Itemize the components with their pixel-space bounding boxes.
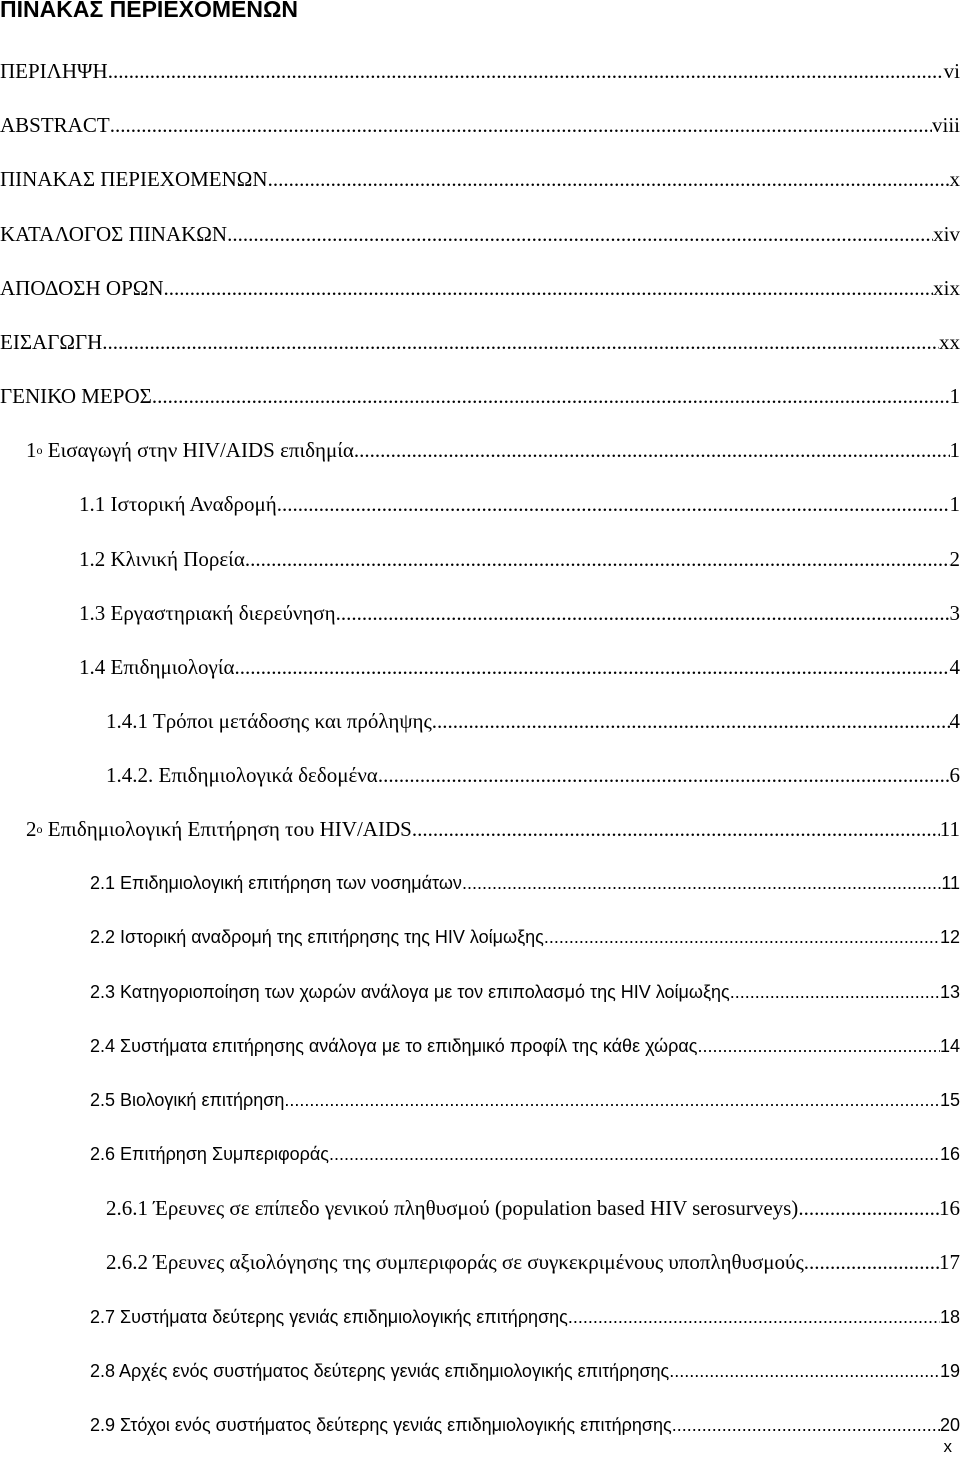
toc-entry-label: ΑΠΟΔΟΣΗ ΟΡΩΝ xyxy=(0,276,164,300)
toc-entry-page: 17 xyxy=(939,1250,960,1274)
toc-entry-2-6-2[interactable] xyxy=(106,1247,960,1277)
toc-entry-1-1[interactable] xyxy=(79,489,960,519)
chapter-title: Εισαγωγή στην HIV/AIDS επιδημία xyxy=(42,438,354,462)
toc-entry-label: 2.3 Κατηγοριοποίηση των χωρών ανάλογα με τον επιπολασμό της HIV λοίμωξης xyxy=(90,982,730,1002)
dot-leader xyxy=(268,164,950,194)
page-title: ΠΙΝΑΚΑΣ ΠΕΡΙΕΧΟΜΕΝΩΝ xyxy=(0,0,299,22)
toc-entry-general-part[interactable] xyxy=(0,381,960,411)
toc-entry-label xyxy=(26,435,354,465)
dot-leader xyxy=(412,814,940,844)
dot-leader xyxy=(108,56,944,86)
toc-entry-1-4-1[interactable] xyxy=(106,706,960,736)
dot-leader xyxy=(798,1193,939,1223)
toc-entry-label: 2.2 Ιστορική αναδρομή της επιτήρησης της HIV λοίμωξης xyxy=(90,927,544,947)
dot-leader xyxy=(227,219,933,249)
dot-leader xyxy=(730,977,940,1007)
toc-entry-label: ΚΑΤΑΛΟΓΟΣ ΠΙΝΑΚΩΝ xyxy=(0,222,228,246)
dot-leader xyxy=(432,706,950,736)
dot-leader xyxy=(245,544,950,574)
toc-entry-label: 2.7 Συστήματα δεύτερης γενιάς επιδημιολογικής επιτήρησης xyxy=(90,1307,568,1327)
page-number: x xyxy=(943,1437,952,1456)
toc-entry-2-7[interactable] xyxy=(90,1302,960,1332)
toc-entry-label: 1.4 Επιδημιολογία xyxy=(79,655,235,679)
dot-leader xyxy=(152,381,950,411)
toc-entry-page: 4 xyxy=(949,709,960,733)
dot-leader xyxy=(669,1356,940,1386)
toc-entry-page: 19 xyxy=(939,1361,960,1381)
toc-entry-page: 18 xyxy=(939,1307,960,1327)
toc-entry-page: 13 xyxy=(939,982,960,1002)
toc-entry-page: 16 xyxy=(939,1196,960,1220)
dot-leader xyxy=(336,598,950,628)
toc-entry-2-2[interactable] xyxy=(90,922,960,952)
toc-entry-label: 2.4 Συστήματα επιτήρησης ανάλογα με το επιδημικό προφίλ της κάθε χώρας xyxy=(90,1036,698,1056)
dot-leader xyxy=(284,1085,940,1115)
toc-entry-chapter-2[interactable] xyxy=(26,814,960,844)
toc-entry-page: 15 xyxy=(939,1090,960,1110)
toc-entry-page: 14 xyxy=(939,1036,960,1056)
toc-entry-introduction[interactable] xyxy=(0,327,960,357)
dot-leader xyxy=(354,435,950,465)
dot-leader xyxy=(164,273,934,303)
toc-entry-1-4[interactable] xyxy=(79,652,960,682)
toc-entry-abstract-greek[interactable] xyxy=(0,56,960,86)
toc-entry-label: ΓΕΝΙΚΟ ΜΕΡΟΣ xyxy=(0,384,152,408)
dot-leader xyxy=(277,489,950,519)
toc-entry-page: xx xyxy=(939,330,960,354)
toc-entry-1-4-2[interactable] xyxy=(106,760,960,790)
dot-leader xyxy=(234,652,949,682)
chapter-number: 2 xyxy=(26,817,37,841)
dot-leader xyxy=(329,1139,940,1169)
toc-entry-page: 11 xyxy=(941,873,960,893)
dot-leader xyxy=(544,922,940,952)
toc-entry-label: ΠΕΡΙΛΗΨΗ xyxy=(0,59,108,83)
toc-entry-page: 2 xyxy=(949,547,960,571)
toc-entry-label: 2.6 Επιτήρηση Συμπεριφοράς xyxy=(90,1144,329,1164)
dot-leader xyxy=(697,1031,940,1061)
toc-entry-page: 20 xyxy=(939,1415,960,1435)
dot-leader xyxy=(102,327,939,357)
toc-entry-2-6[interactable] xyxy=(90,1139,960,1169)
toc-entry-label: 1.4.1 Τρόποι μετάδοσης και πρόληψης xyxy=(106,709,432,733)
toc-entry-page: xix xyxy=(933,276,960,300)
toc-entry-label: 2.6.2 Έρευνες αξιολόγησης της συμπεριφοράς σε συγκεκριμένους υποπληθυσμούς xyxy=(106,1250,804,1274)
toc-entry-abstract[interactable] xyxy=(0,110,960,140)
toc-entry-2-5[interactable] xyxy=(90,1085,960,1115)
toc-entry-label: 2.6.1 Έρευνες σε επίπεδο γενικού πληθυσμού (population based HIV serosurveys) xyxy=(106,1196,799,1220)
toc-entry-label xyxy=(26,814,412,844)
toc-entry-2-8[interactable] xyxy=(90,1356,960,1386)
toc-entry-label: 2.5 Βιολογική επιτήρηση xyxy=(90,1090,285,1110)
toc-entry-page: viii xyxy=(931,113,960,137)
toc-entry-label: ΕΙΣΑΓΩΓΗ xyxy=(0,330,103,354)
dot-leader xyxy=(568,1302,940,1332)
chapter-title: Επιδημιολογική Επιτήρηση του HIV/AIDS xyxy=(42,817,412,841)
toc-entry-1-2[interactable] xyxy=(79,544,960,574)
toc-entry-1-3[interactable] xyxy=(79,598,960,628)
toc-entry-label: 1.1 Ιστορική Αναδρομή xyxy=(79,492,277,516)
dot-leader xyxy=(378,760,950,790)
toc-entry-label: ABSTRACT xyxy=(0,113,110,137)
toc-entry-label: 2.9 Στόχοι ενός συστήματος δεύτερης γενιάς επιδημιολογικής επιτήρησης xyxy=(90,1415,672,1435)
dot-leader xyxy=(804,1247,939,1277)
ordinal-superscript: ο xyxy=(36,443,43,457)
toc-entry-page: 1 xyxy=(949,438,960,462)
toc-entry-chapter-1[interactable] xyxy=(26,435,960,465)
toc-entry-2-1[interactable] xyxy=(90,868,960,898)
toc-entry-label: 1.3 Εργαστηριακή διερεύνηση xyxy=(79,601,336,625)
toc-entry-label: ΠΙΝΑΚΑΣ ΠΕΡΙΕΧΟΜΕΝΩΝ xyxy=(0,167,268,191)
dot-leader xyxy=(672,1410,940,1440)
toc-entry-page: 4 xyxy=(949,655,960,679)
toc-entry-label: 2.1 Επιδημιολογική επιτήρηση των νοσημάτων xyxy=(90,873,462,893)
dot-leader xyxy=(462,868,941,898)
toc-entry-list-of-tables[interactable] xyxy=(0,219,960,249)
toc-entry-label: 1.2 Κλινική Πορεία xyxy=(79,547,245,571)
dot-leader xyxy=(110,110,932,140)
ordinal-superscript: ο xyxy=(36,822,43,836)
toc-entry-page: x xyxy=(949,167,960,191)
toc-entry-page: vi xyxy=(943,59,960,83)
toc-entry-contents[interactable] xyxy=(0,164,960,194)
toc-entry-2-9[interactable] xyxy=(90,1410,960,1440)
toc-entry-label: 2.8 Αρχές ενός συστήματος δεύτερης γενιάς επιδημιολογικής επιτήρησης xyxy=(90,1361,670,1381)
toc-entry-page: 12 xyxy=(939,927,960,947)
toc-entry-terms[interactable] xyxy=(0,273,960,303)
toc-entry-page: 6 xyxy=(949,763,960,787)
toc-entry-page: 1 xyxy=(949,492,960,516)
toc-entry-page: 1 xyxy=(949,384,960,408)
toc-entry-2-3[interactable] xyxy=(90,977,960,1007)
toc-entry-2-4[interactable] xyxy=(90,1031,960,1061)
toc-entry-page: 11 xyxy=(939,817,960,841)
toc-entry-page: 3 xyxy=(949,601,960,625)
toc-entry-label: 1.4.2. Επιδημιολογικά δεδομένα xyxy=(106,763,378,787)
toc-entry-2-6-1[interactable] xyxy=(106,1193,960,1223)
toc-entry-page: 16 xyxy=(939,1144,960,1164)
toc-entry-page: xiv xyxy=(933,222,960,246)
chapter-number: 1 xyxy=(26,438,37,462)
